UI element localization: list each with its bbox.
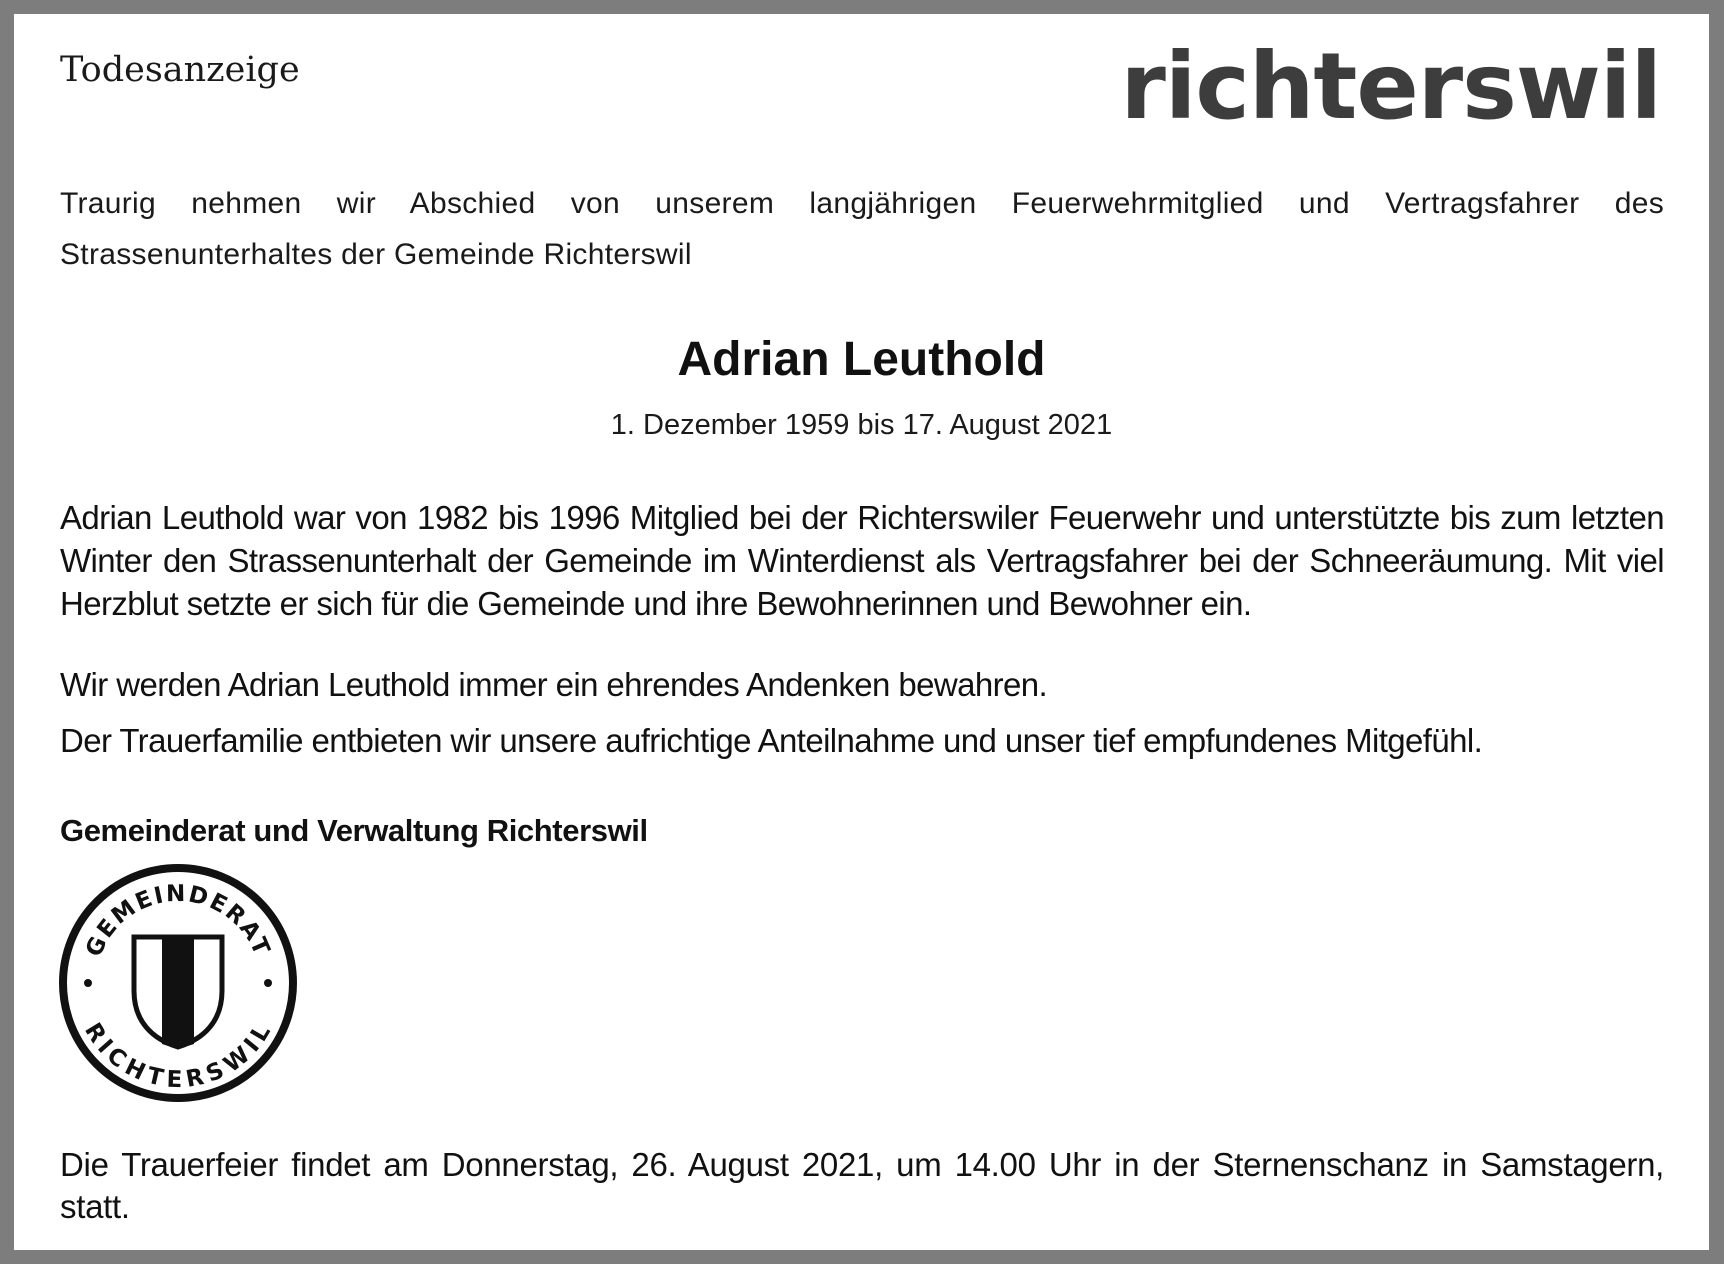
remembrance-text: Wir werden Adrian Leuthold immer ein ehrendes Andenken bewahren. [60,666,1048,703]
intro-text: Traurig nehmen wir Abschied von unserem langjährigen Feuerwehrmitglied und Vertragsfahrer des Strassenunterhaltes der Gemeinde Richterswil [60,187,1664,271]
biography-paragraph: Adrian Leuthold war von 1982 bis 1996 Mitglied bei der Richterswiler Feuerwehr und unterstützte bis zum letzten Winter den Strassenunterhalt der Gemeinde im Winterdienst als Vertragsfahrer bei der Schneeräumung. Mit viel Herzblut setzte er sich für die Gemeinde und ihre Bewohnerinnen und Bewohner ein. [60,499,1664,622]
seal-top-text: GEMEINDERAT [80,880,275,961]
life-dates: 1. Dezember 1959 bis 17. August 2021 [610,409,1113,441]
condolence-text: Der Trauerfamilie entbieten wir unsere aufrichtige Anteilnahme und unser tief empfundenes Mitgefühl. [60,722,1483,759]
deceased-name: Adrian Leuthold [677,333,1046,386]
richterswil-logo: richterswil [1120,33,1661,140]
gemeinderat-seal [58,863,298,1103]
seal-bottom-text: RICHTERSWIL [79,1018,277,1094]
funeral-info: Die Trauerfeier findet am Donnerstag, 26. August 2021, um 14.00 Uhr in der Sternenschanz in Samstagern, statt. [60,1146,1664,1225]
shield-icon [134,937,222,1048]
death-notice-page [14,14,1709,1250]
document-label: Todesanzeige [60,50,300,90]
signature: Gemeinderat und Verwaltung Richterswil [60,813,648,848]
